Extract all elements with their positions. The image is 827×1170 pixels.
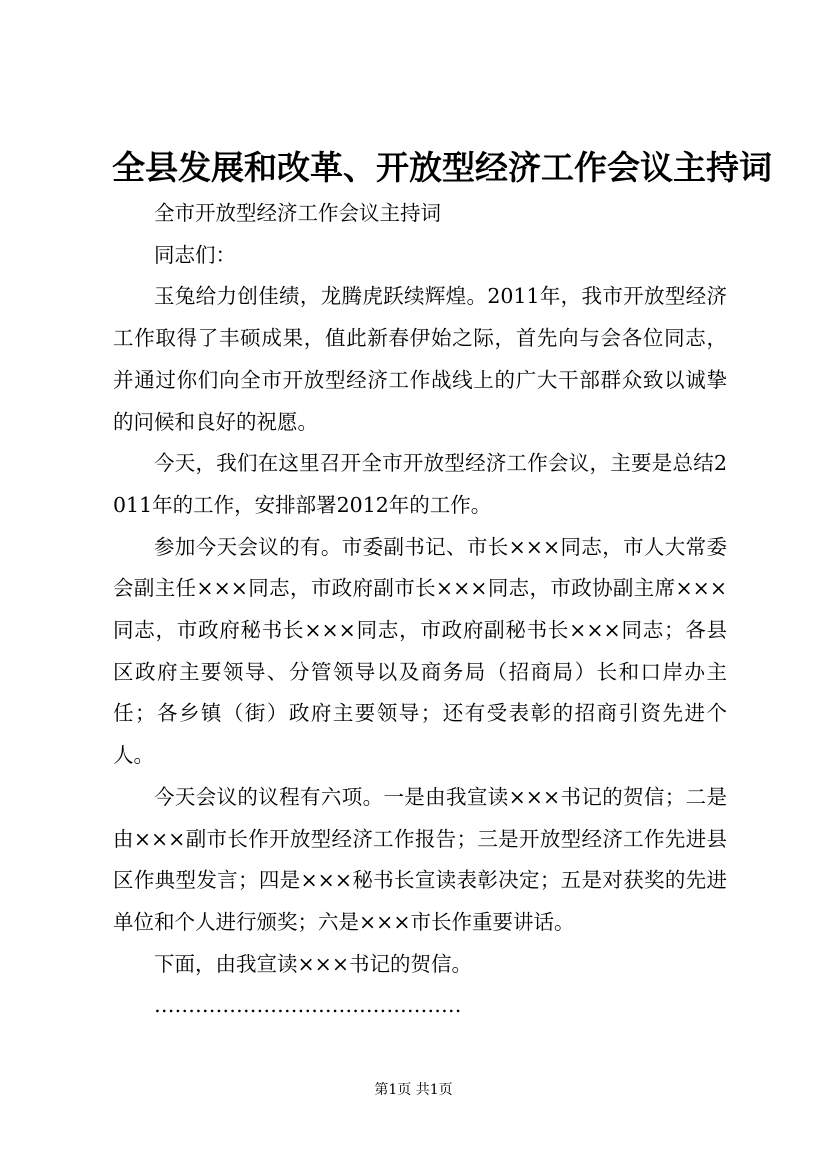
paragraph-agenda: 今天会议的议程有六项。一是由我宣读×××书记的贺信；二是由×××副市长作开放型经济工作报告；三是开放型经济工作先进县区作典型发言；四是×××秘书长宣读表彰决定；五是对获奖的先进单位和个人进行颁奖；六是×××市长作重要讲话。 [113, 784, 727, 934]
paragraph-attendees: 参加今天会议的有。市委副书记、市长×××同志，市人大常委会副主任×××同志，市政府副市长×××同志，市政协副主席×××同志，市政府秘书长×××同志，市政府副秘书长×××同志；各县区政府主要领导、分管领导以及商务局（招商局）长和口岸办主任；各乡镇（街）政府主要领导；还有受表彰的招商引资先进个人。 [113, 534, 727, 768]
paragraph-ellipsis: ……………………………………… [154, 993, 462, 1018]
page-footer: 第1页 共1页 [374, 1082, 453, 1098]
paragraph-purpose: 今天，我们在这里召开全市开放型经济工作会议，主要是总结2011年的工作，安排部署2012年的工作。 [113, 451, 727, 517]
paragraph-salutation: 同志们： [154, 242, 236, 267]
document-body [113, 193, 727, 1027]
paragraph-opening: 玉兔给力创佳绩，龙腾虎跃续辉煌。2011年，我市开放型经济工作取得了丰硕成果，值此新春伊始之际，首先向与会各位同志，并通过你们向全市开放型经济工作战线上的广大干部群众致以诚挚的问候和良好的祝愿。 [113, 284, 727, 434]
paragraph-next: 下面，由我宣读×××书记的贺信。 [154, 951, 473, 976]
paragraph-subtitle: 全市开放型经济工作会议主持词 [154, 201, 441, 225]
document-title: 全县发展和改革、开放型经济工作会议主持词 [112, 148, 772, 187]
